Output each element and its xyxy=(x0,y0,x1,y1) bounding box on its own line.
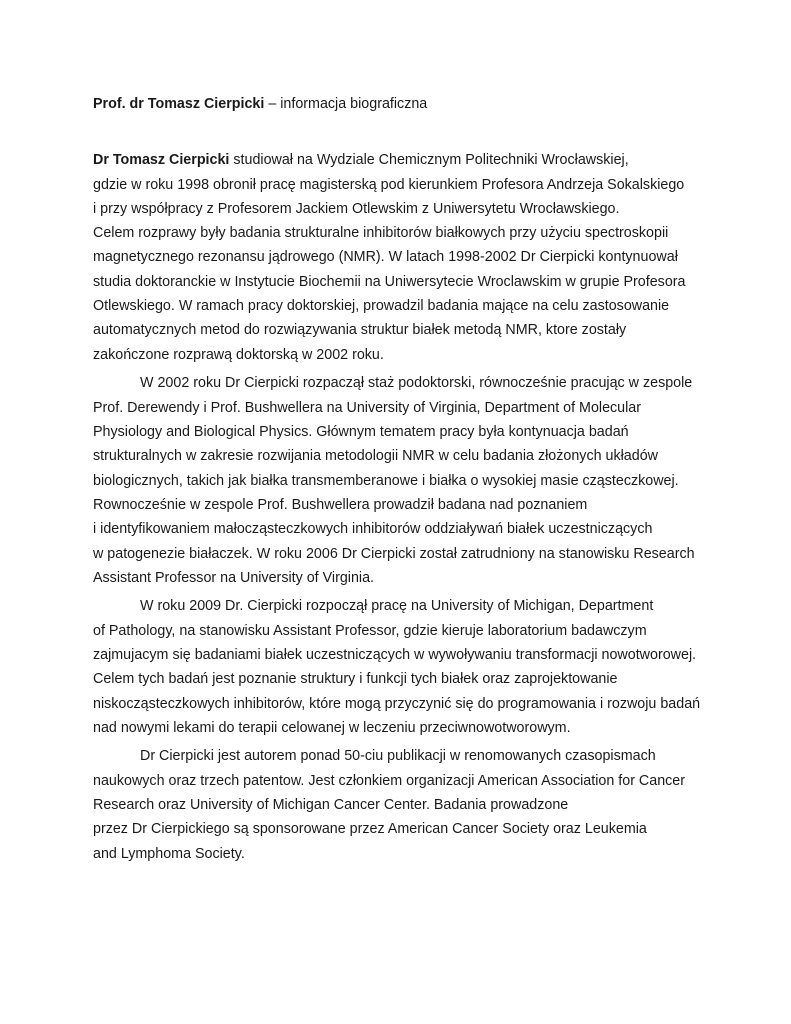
paragraph-line: naukowych oraz trzech patentow. Jest członkiem organizacji American Association for Cancer xyxy=(93,773,686,789)
paragraph-line: magnetycznego rezonansu jądrowego (NMR). W latach 1998-2002 Dr Cierpicki kontynuował xyxy=(93,249,678,265)
paragraph-line: w patogenezie białaczek. W roku 2006 Dr Cierpicki został zatrudniony na stanowisku Research xyxy=(93,546,695,562)
paragraph-line: and Lymphoma Society. xyxy=(93,846,245,862)
paragraph-line: gdzie w roku 1998 obronił pracę magisterską pod kierunkiem Profesora Andrzeja Sokalskiego xyxy=(93,177,685,193)
paragraph-line: zajmujacym się badaniami białek uczestniczących w wywoływaniu transformacji nowotworowej. xyxy=(93,647,697,663)
paragraph-line: biologicznych, takich jak białka transmemberanowe i białka o wysokiej masie cząsteczkowej. xyxy=(93,473,679,489)
document-title xyxy=(93,95,427,113)
title-name: Prof. dr Tomasz Cierpicki xyxy=(93,96,265,112)
paragraph-text: studiował na Wydziale Chemicznym Politechniki Wrocławskiej, xyxy=(229,152,629,168)
paragraph-line: Dr Cierpicki jest autorem ponad 50-ciu publikacji w renomowanych czasopismach xyxy=(140,748,656,764)
paragraph-line: i identyfikowaniem małocząsteczkowych inhibitorów oddziaływań białek uczestniczących xyxy=(93,521,653,537)
paragraph-line: i przy współpracy z Profesorem Jackiem Otlewskim z Uniwersytetu Wrocławskiego. xyxy=(93,201,620,217)
title-subtitle: – informacja biograficzna xyxy=(264,96,428,112)
paragraph-line: Otlewskiego. W ramach pracy doktorskiej, prowadzil badania mające na celu zastosowanie xyxy=(93,298,670,314)
paragraph-line: zakończone rozprawą doktorską w 2002 roku. xyxy=(93,347,384,363)
paragraph-line: Research oraz University of Michigan Cancer Center. Badania prowadzone xyxy=(93,797,569,813)
paragraph-line: Assistant Professor na University of Virginia. xyxy=(93,570,375,586)
paragraph-line: Celem tych badań jest poznanie struktury i funkcji tych białek oraz zaprojektowanie xyxy=(93,671,618,687)
paragraph-line: automatycznych metod do rozwiązywania struktur białek metodą NMR, ktore zostały xyxy=(93,322,627,338)
paragraph-line: nad nowymi lekami do terapii celowanej w leczeniu przeciwnowotworowym. xyxy=(93,720,571,736)
paragraph-line: of Pathology, na stanowisku Assistant Professor, gdzie kieruje laboratorium badawczym xyxy=(93,623,647,639)
person-name: Dr Tomasz Cierpicki xyxy=(93,152,230,168)
paragraph-line: Celem rozprawy były badania strukturalne inhibitorów białkowych przy użyciu spectroskopii xyxy=(93,225,669,241)
paragraph-line: studia doktoranckie w Instytucie Biochemii na Uniwersytecie Wroclawskim w grupie Profesora xyxy=(93,274,686,290)
paragraph-line: strukturalnych w zakresie rozwijania metodologii NMR w celu badania złożonych układów xyxy=(93,448,658,464)
paragraph-line: niskocząsteczkowych inhibitorów, które mogą przyczynić się do programowania i rozwoju badań xyxy=(93,696,701,712)
paragraph-line xyxy=(93,151,629,169)
paragraph-line: Prof. Derewendy i Prof. Bushwellera na University of Virginia, Department of Molecular xyxy=(93,400,642,416)
paragraph-line: Rownocześnie w zespole Prof. Bushwellera prowadził badana nad poznaniem xyxy=(93,497,588,513)
paragraph-line: W 2002 roku Dr Cierpicki rozpaczął staż podoktorski, równocześnie pracując w zespole xyxy=(140,375,693,391)
paragraph-line: Physiology and Biological Physics. Głównym tematem pracy była kontynuacja badań xyxy=(93,424,629,440)
paragraph-line: W roku 2009 Dr. Cierpicki rozpoczął pracę na University of Michigan, Department xyxy=(140,598,654,614)
paragraph-line: przez Dr Cierpickiego są sponsorowane przez American Cancer Society oraz Leukemia xyxy=(93,821,647,837)
